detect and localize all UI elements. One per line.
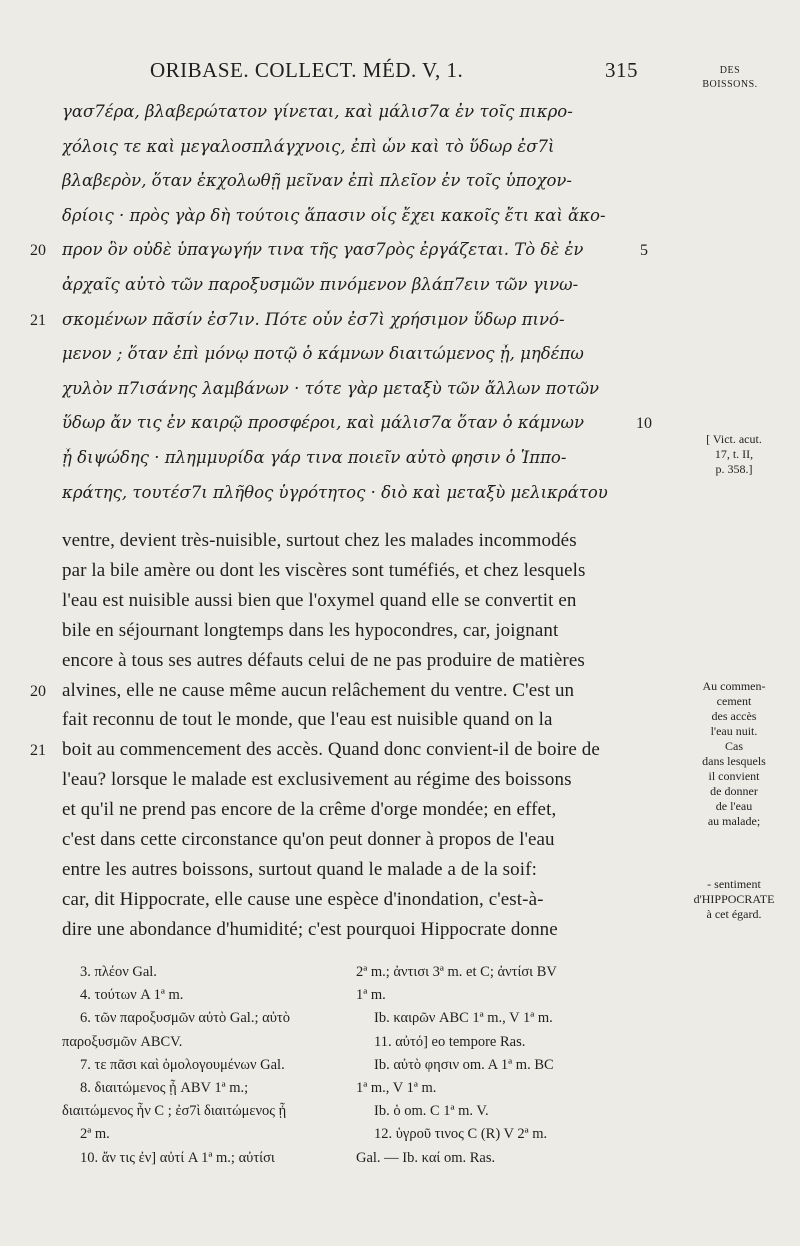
footnote-line: 3. πλέον Gal.: [80, 964, 157, 980]
margin-note-line: d'HIPPOCRATE: [693, 892, 775, 906]
footnote-line: 1ª m., V 1ª m.: [356, 1080, 437, 1096]
greek-text-line: γασ7έρα, βλαβερώτατον γίνεται, καὶ μάλισ7α ἐν τοῖς πικρο-: [62, 102, 573, 121]
french-text-line: et qu'il ne prend pas encore de la crême d'orge mondée; en effet,: [62, 799, 557, 821]
greek-text-line: ᾖ διψώδης · πλημμυρίδα γάρ τινα ποιεῖν αὐτὸ φησιν ὁ Ἱππο-: [62, 448, 567, 467]
french-text-line: alvines, elle ne cause même aucun relâchement du ventre. C'est un: [62, 679, 575, 701]
footnote-line: 2ª m.: [80, 1126, 110, 1143]
greek-text-line: δρίοις · πρὸς γὰρ δὴ τούτοις ἅπασιν οἷς ἔχει κακοῖς ἔτι καὶ ἄκο-: [62, 205, 606, 225]
greek-text-line: προν ὃν οὐδὲ ὑπαγωγήν τινα τῆς γασ7ρὸς ἐργάζεται. Τὸ δὲ ἐν: [62, 240, 584, 260]
french-text-line: dire une abondance d'humidité; c'est pourquoi Hippocrate donne: [62, 918, 558, 940]
margin-note-line: il convient: [708, 769, 760, 783]
french-text-line: bile en séjournant longtemps dans les hypocondres, car, joignant: [62, 619, 559, 641]
french-text-line: par la bile amère ou dont les viscères sont tuméfiés, et chez lesquels: [62, 559, 586, 581]
french-text-line: l'eau est nuisible aussi bien que l'oxymel quand elle se convertit en: [62, 589, 577, 611]
margin-note-line: Au commen-: [702, 679, 766, 693]
footnote-line: Ib. ὁ om. C 1ª m. V.: [374, 1103, 489, 1120]
reference-note-line: p. 358.]: [715, 462, 753, 476]
french-text-line: boit au commencement des accès. Quand donc convient-il de boire de: [62, 739, 600, 761]
margin-note-line: dans lesquels: [702, 754, 766, 768]
footnote-line: 8. διαιτώμενος ᾖ ABV 1ª m.;: [80, 1080, 249, 1096]
french-text-line: ventre, devient très-nuisible, surtout chez les malades incommodés: [62, 530, 577, 551]
footnote-line: 11. αὐτό] eo tempore Ras.: [374, 1033, 526, 1050]
greek-text-line: χυλὸν π7ισάνης λαμβάνων · τότε γὰρ μεταξὺ τῶν ἄλλων ποτῶν: [62, 378, 600, 398]
reference-note-line: [ Vict. acut.: [706, 432, 762, 446]
line-number: 5: [640, 242, 648, 260]
margin-note-line: de donner: [710, 784, 758, 798]
running-title: ORIBASE. COLLECT. MÉD. V, 1.: [150, 58, 464, 82]
footnote-line: 10. ἄν τις ἐν] αὐτί A 1ª m.; αὐτίσι: [80, 1149, 275, 1166]
margin-summary-note: [688, 679, 780, 829]
footnote-line: παροξυσμῶν ABCV.: [62, 1033, 183, 1050]
running-head-line: DES: [719, 65, 741, 76]
greek-text-line: βλαβερὸν, ὅταν ἐκχολωθῇ μεῖναν ἐπὶ πλεῖον ἐν τοῖς ὑποχον-: [62, 171, 572, 191]
line-number: 21: [30, 311, 46, 329]
greek-text-line: χόλοις τε καὶ μεγαλοσπλάγχνοις, ἐπὶ ὧν καὶ τὸ ὕδωρ ἐσ7ὶ: [62, 136, 555, 156]
margin-note-line: à cet égard.: [706, 907, 762, 921]
footnote-line: διαιτώμενος ἦν C ; ἐσ7ὶ διαιτώμενος ᾖ: [62, 1103, 287, 1120]
footnote-line: 1ª m.: [356, 987, 386, 1004]
margin-summary-note: [688, 877, 780, 922]
greek-text-line: ὕδωρ ἄν τις ἐν καιρῷ προσφέροι, καὶ μάλισ7α ὅταν ὁ κάμνων: [62, 413, 585, 433]
line-number: 20: [30, 682, 46, 700]
french-text-line: car, dit Hippocrate, elle cause une espèce d'inondation, c'est-à-: [62, 888, 544, 910]
line-number: 20: [30, 242, 46, 260]
margin-note-line: des accès: [711, 709, 757, 723]
line-number: 21: [30, 742, 46, 760]
margin-note-line: cement: [716, 694, 752, 708]
french-text-line: c'est dans cette circonstance qu'on peut donner à propos de l'eau: [62, 829, 555, 850]
greek-text-line: ἀρχαῖς αὐτὸ τῶν παροξυσμῶν πινόμενον βλάπ7ειν τῶν γινω-: [62, 275, 579, 294]
margin-note-line: - sentiment: [707, 877, 761, 891]
margin-note-line: de l'eau: [715, 799, 753, 813]
footnote-line: 12. ὑγροῦ τινος C (R) V 2ª m.: [374, 1126, 548, 1143]
french-text-line: fait reconnu de tout le monde, que l'eau est nuisible quand on la: [62, 709, 553, 731]
footnote-line: 7. τε πᾶσι καὶ ὁμολογουμένων Gal.: [80, 1056, 285, 1073]
greek-text-line: κράτης, τουτέσ7ι πλῆθος ὑγρότητος · διὸ καὶ μεταξὺ μελικράτου: [62, 482, 608, 502]
french-text-line: l'eau? lorsque le malade est exclusivement au régime des boissons: [62, 769, 572, 791]
footnote-line: 6. τῶν παροξυσμῶν αὐτὸ Gal.; αὐτὸ: [80, 1010, 290, 1027]
line-number: 10: [636, 415, 652, 433]
page-number: 315: [605, 58, 638, 82]
margin-note-line: Cas: [725, 739, 743, 753]
greek-text-line: σκομένων πᾶσίν ἐσ7ιν. Πότε οὖν ἐσ7ὶ χρήσιμον ὕδωρ πινό-: [62, 309, 565, 329]
margin-note-line: l'eau nuit.: [710, 724, 758, 738]
margin-note-line: au malade;: [707, 814, 761, 828]
french-text-line: entre les autres boissons, surtout quand le malade a de la soif:: [62, 858, 537, 880]
footnote-line: Ib. καιρῶν ABC 1ª m., V 1ª m.: [374, 1010, 553, 1027]
footnote-line: 2ª m.; ἀντισι 3ª m. et C; ἀντίσι BV: [356, 964, 557, 980]
footnote-line: Gal. — Ib. καί om. Ras.: [356, 1149, 496, 1166]
french-text-line: encore à tous ses autres défauts celui de ne pas produire de matières: [62, 649, 585, 671]
reference-note: [688, 432, 780, 477]
running-head-section: [680, 64, 780, 92]
running-head-line: BOISSONS.: [702, 79, 758, 90]
footnote-line: Ib. αὐτὸ φησιν om. A 1ª m. BC: [374, 1056, 554, 1073]
greek-text-line: μενον ; ὅταν ἐπὶ μόνῳ ποτῷ ὁ κάμνων διαιτώμενος ᾖ, μηδέπω: [62, 344, 584, 364]
footnote-line: 4. τούτων A 1ª m.: [80, 987, 184, 1004]
reference-note-line: 17, t. II,: [714, 447, 754, 461]
